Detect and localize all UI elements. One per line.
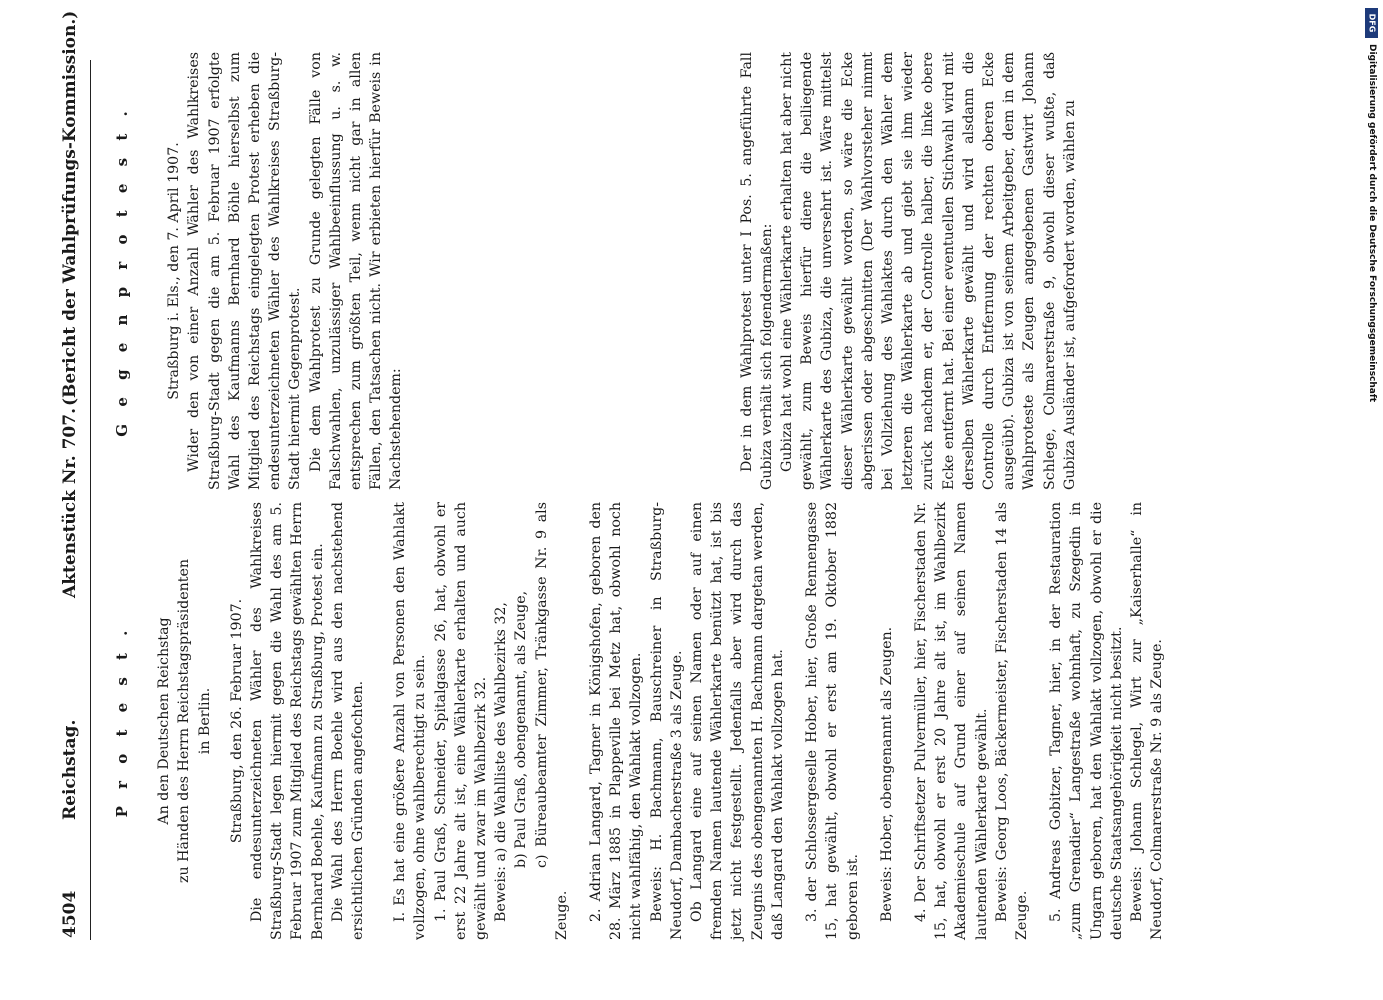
dfg-logo: DFG bbox=[1365, 8, 1378, 38]
header-rule bbox=[90, 60, 91, 940]
counter-protest-date-line: Straßburg i. Els., den 7. April 1907. bbox=[166, 142, 183, 400]
protest-item-4-evidence: Beweis: Georg Loos, Bäckermeister, Fischerstaden 14 als Zeuge. bbox=[993, 502, 1030, 940]
counter-protest-paragraph-4: Gubiza hat wohl eine Wählerkarte erhalten hat aber nicht gewählt, zum Beweis hierfür diene die beiliegende Wählerkarte des Gubiza, die unversehrt ist. Wäre mittelst dieser Wählerkarte gewählt worden, so wäre die Ecke abgerissen oder abgeschnitten (Der Wahlvorsteher nimmt bei Vollziehung des Wahlaktes durch den Wähler dem letzteren die Wählerkarte ab und giebt sie ihm wieder zurück nachdem er, der Controlle halber, die linke obere Ecke entfernt hat. Bei einer eventuellen Stichwahl wird mit derselben Wählerkarte gewählt und wird alsdann die Controlle durch Entfernung der rechten oberen Ecke ausgeübt). Gubiza ist von seinem Arbeitgeber, dem in dem Wahlproteste als Zeugen angegebenen Gastwirt Johann Schlege, Colmarerstraße 9, obwohl dieser wußte, daß Gubiza Ausländer ist, aufgefordert worden, wählen zu bbox=[779, 52, 1078, 490]
protest-item-1: 1. Paul Graß, Schneider, Spitalgasse 26, hat, obwohl er erst 22 Jahre alt ist, eine Wählerkarte erhalten und auch gewählt und zwar im Wahlbezirk 32. bbox=[432, 502, 490, 940]
digitization-side-strip bbox=[1361, 0, 1383, 1000]
protest-column bbox=[112, 502, 1167, 940]
counter-protest-title: G e g e n p r o t e s t . bbox=[113, 105, 131, 437]
protest-item-2: 2. Adrian Langard, Tagner in Königshofen, geboren den 28. März 1885 in Plappeville bei Metz hat, obwohl noch nicht wahlfähig, den Wahlakt vollzogen. bbox=[588, 502, 645, 940]
protest-date-line: Straßburg, den 26. Februar 1907. bbox=[228, 598, 245, 844]
page-header bbox=[60, 0, 86, 938]
digitization-credit: Digitalisierung gefördert durch die Deutsche Forschungsgemeinschaft bbox=[1367, 44, 1377, 403]
counter-protest-paragraph-3: Der in dem Wahlprotest unter I Pos. 5. angeführte Fall Gubiza verhält sich folgendermaßen: bbox=[738, 52, 775, 490]
counter-protest-column bbox=[112, 52, 1080, 490]
protest-item-2-evidence: Beweis: H. Bachmann, Bauschreiner in Straßburg-Neudorf, Dambacherstraße 3 als Zeuge. bbox=[648, 502, 685, 940]
address-line-1: An den Deutschen Reichstag bbox=[156, 617, 173, 825]
protest-item-1-evidence-a: Beweis: a) die Wahlliste des Wahlbezirks 32, bbox=[493, 602, 510, 922]
protest-title: P r o t e s t . bbox=[113, 624, 131, 818]
header-right-title: (Bericht der Wahlprüfungs-Kommission.) bbox=[60, 10, 80, 406]
counter-protest-paragraph-2: Die dem Wahlprotest zu Grunde gelegten Fälle von Falschwahlen, unzulässiger Wahlbeeinflussung u. s. w. entsprechen zum größten Teil, wenn nicht gar in allen Fällen, den Tatsachen nicht. Wir erbieten hierfür Beweis in Nachstehendem: bbox=[307, 52, 405, 490]
protest-item-4: 4. Der Schriftsetzer Pulvermüller, hier, Fischerstaden Nr. 15, hat, obwohl er erst 20 Jahre alt ist, im Wahlbezirk Akademieschule auf Grund einer auf seinen Namen lautenden Wählerkarte gewählt. bbox=[912, 502, 990, 940]
header-center-title: Aktenstück Nr. 707. bbox=[60, 407, 80, 598]
protest-item-1-evidence-c: c) Büreaubeamter Zimmer, Tränkgasse Nr. 9 als Zeuge. bbox=[533, 502, 570, 940]
protest-item-3-evidence: Beweis: Hober, obengenannt als Zeugen. bbox=[878, 626, 895, 922]
header-left-title: Reichstag. bbox=[60, 719, 80, 820]
protest-item-3: 3. der Schlossergeselle Hober, hier, Große Rennengasse 15, hat gewählt, obwohl er erst am 19. Oktober 1882 geboren ist. bbox=[804, 502, 861, 940]
protest-paragraph-1: Die endesunterzeichneten Wähler des Wahlkreises Straßburg-Stadt legen hiermit gegen die Wahl des am 5. Februar 1907 zum Mitglied des Reichstags gewählten Herrn Bernhard Boehle, Kaufmann zu Straßburg, Protest ein. bbox=[249, 502, 326, 940]
protest-paragraph-2: Die Wahl des Herrn Boehle wird aus den nachstehend ersichtlichen Gründen angefochten. bbox=[329, 502, 367, 940]
protest-paragraph-3: I. Es hat eine größere Anzahl von Personen den Wahlakt vollzogen, ohne wahlberechtigt zu sein. bbox=[392, 502, 429, 940]
address-line-2: zu Händen des Herrn Reichstagspräsidenten bbox=[176, 559, 193, 883]
protest-item-5: 5. Andreas Gobitzer, Tagner, hier, in der Restauration „zum Grenadier“ Langestraße wohnhaft, zu Szegedin in Ungarn geboren, hat den Wahlakt vollzogen, obwohl er die deutsche Staatsangehörigkeit nicht besitzt. bbox=[1048, 502, 1125, 940]
counter-protest-paragraph-1: Wider den von einer Anzahl Wähler des Wahlkreises Straßburg-Stadt gegen die am 5. Februar 1907 erfolgte Wahl des Kaufmanns Bernhard Böhle hierselbst zum Mitglied des Reichstags eingelegten Protest erheben die endesunterzeichneten Wähler des Wahlkreises Straßburg-Stadt hiermit Gegenprotest. bbox=[186, 52, 304, 490]
protest-item-2-more: Ob Langard eine auf seinen Namen oder auf einen fremden Namen lautende Wählerkarte benützt hat, ist bis jetzt nicht festgestellt. Jedenfalls aber wird durch das Zeugnis des obengenannten H. Bachmann dargetan werden, daß Langard den Wahlakt vollzogen hat. bbox=[689, 502, 786, 940]
address-line-3: in Berlin. bbox=[196, 687, 213, 755]
protest-item-5-evidence: Beweis: Johann Schlegel, Wirt zur „Kaiserhalle“ in Neudorf, Colmarerstraße Nr. 9 als Zeuge. bbox=[1128, 502, 1166, 940]
protest-item-1-evidence-b: b) Paul Graß, obengenannt, als Zeuge, bbox=[513, 590, 530, 868]
page-number: 4504 bbox=[60, 890, 80, 938]
